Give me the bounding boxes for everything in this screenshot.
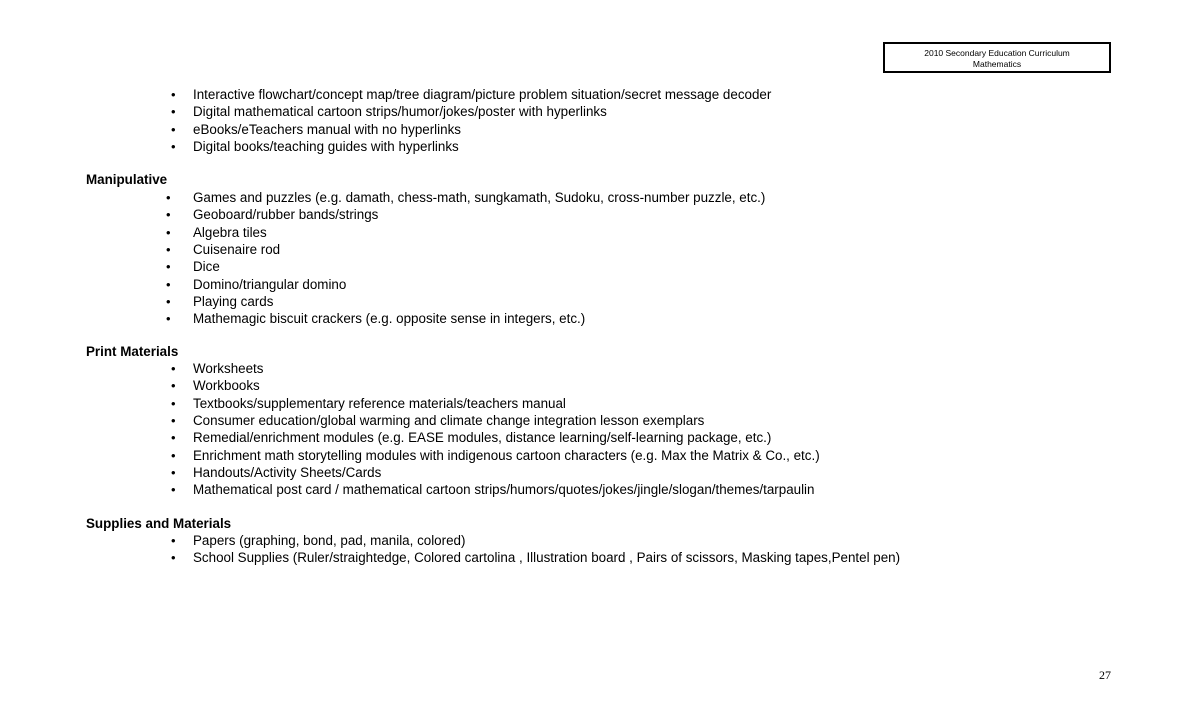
bullet-icon: • bbox=[171, 550, 176, 566]
list-item-text: Workbooks bbox=[193, 378, 260, 394]
bullet-icon: • bbox=[171, 533, 176, 548]
bullet-icon: • bbox=[171, 104, 176, 120]
bullet-icon: • bbox=[171, 413, 176, 429]
list-item-text: Papers (graphing, bond, pad, manila, colored) bbox=[193, 533, 466, 548]
list-item-text: Algebra tiles bbox=[193, 224, 267, 240]
list-item-text: Dice bbox=[193, 259, 220, 275]
list-item-text: Domino/triangular domino bbox=[193, 276, 347, 292]
list-item-text: Mathematical post card / mathematical cartoon strips/humors/quotes/jokes/jingle/slogan/themes/tarpaulin bbox=[193, 482, 815, 498]
list-item-text: Enrichment math storytelling modules with indigenous cartoon characters (e.g. Max the Matrix & Co., etc.) bbox=[193, 447, 820, 463]
bullet-icon: • bbox=[166, 242, 171, 258]
print-materials-heading: Print Materials bbox=[86, 344, 179, 359]
list-item-text: School Supplies (Ruler/straightedge, Colored cartolina , Illustration board , Pairs of scissors, Masking tapes,Pentel pen) bbox=[193, 550, 901, 566]
curriculum-header-box bbox=[883, 42, 1111, 73]
bullet-icon: • bbox=[171, 121, 176, 137]
bullet-icon: • bbox=[171, 482, 176, 498]
list-item-text: Digital mathematical cartoon strips/humor/jokes/poster with hyperlinks bbox=[193, 104, 607, 120]
header-title: 2010 Secondary Education Curriculum bbox=[924, 48, 1070, 58]
bullet-icon: • bbox=[166, 190, 171, 205]
list-item-text: Worksheets bbox=[193, 361, 264, 376]
bullet-icon: • bbox=[171, 378, 176, 394]
list-item-text: Textbooks/supplementary reference materials/teachers manual bbox=[193, 395, 566, 411]
bullet-icon: • bbox=[166, 276, 171, 292]
list-item-text: eBooks/eTeachers manual with no hyperlinks bbox=[193, 121, 461, 137]
bullet-icon: • bbox=[171, 87, 176, 102]
bullet-icon: • bbox=[171, 139, 176, 155]
page-number: 27 bbox=[1099, 668, 1111, 682]
list-item-text: Geoboard/rubber bands/strings bbox=[193, 207, 379, 223]
bullet-icon: • bbox=[166, 311, 171, 327]
bullet-icon: • bbox=[171, 430, 176, 446]
bullet-icon: • bbox=[171, 395, 176, 411]
bullet-icon: • bbox=[166, 294, 171, 310]
manipulative-heading: Manipulative bbox=[86, 172, 168, 187]
list-item-text: Digital books/teaching guides with hyperlinks bbox=[193, 139, 459, 155]
bullet-icon: • bbox=[166, 207, 171, 223]
list-item-text: Interactive flowchart/concept map/tree diagram/picture problem situation/secret message decoder bbox=[193, 87, 772, 102]
list-item-text: Handouts/Activity Sheets/Cards bbox=[193, 465, 382, 481]
list-item-text: Remedial/enrichment modules (e.g. EASE modules, distance learning/self-learning package, etc.) bbox=[193, 430, 772, 446]
bullet-icon: • bbox=[171, 465, 176, 481]
bullet-icon: • bbox=[171, 447, 176, 463]
list-item-text: Cuisenaire rod bbox=[193, 242, 281, 258]
supplies-heading: Supplies and Materials bbox=[86, 516, 232, 531]
list-item-text: Games and puzzles (e.g. damath, chess-math, sungkamath, Sudoku, cross-number puzzle, etc.) bbox=[193, 190, 766, 205]
bullet-icon: • bbox=[166, 259, 171, 275]
header-subject: Mathematics bbox=[972, 59, 1022, 69]
list-item-text: Playing cards bbox=[193, 294, 274, 310]
list-item-text: Mathemagic biscuit crackers (e.g. opposite sense in integers, etc.) bbox=[193, 311, 586, 327]
bullet-icon: • bbox=[166, 224, 171, 240]
bullet-icon: • bbox=[171, 361, 176, 376]
list-item-text: Consumer education/global warming and climate change integration lesson exemplars bbox=[193, 413, 705, 429]
